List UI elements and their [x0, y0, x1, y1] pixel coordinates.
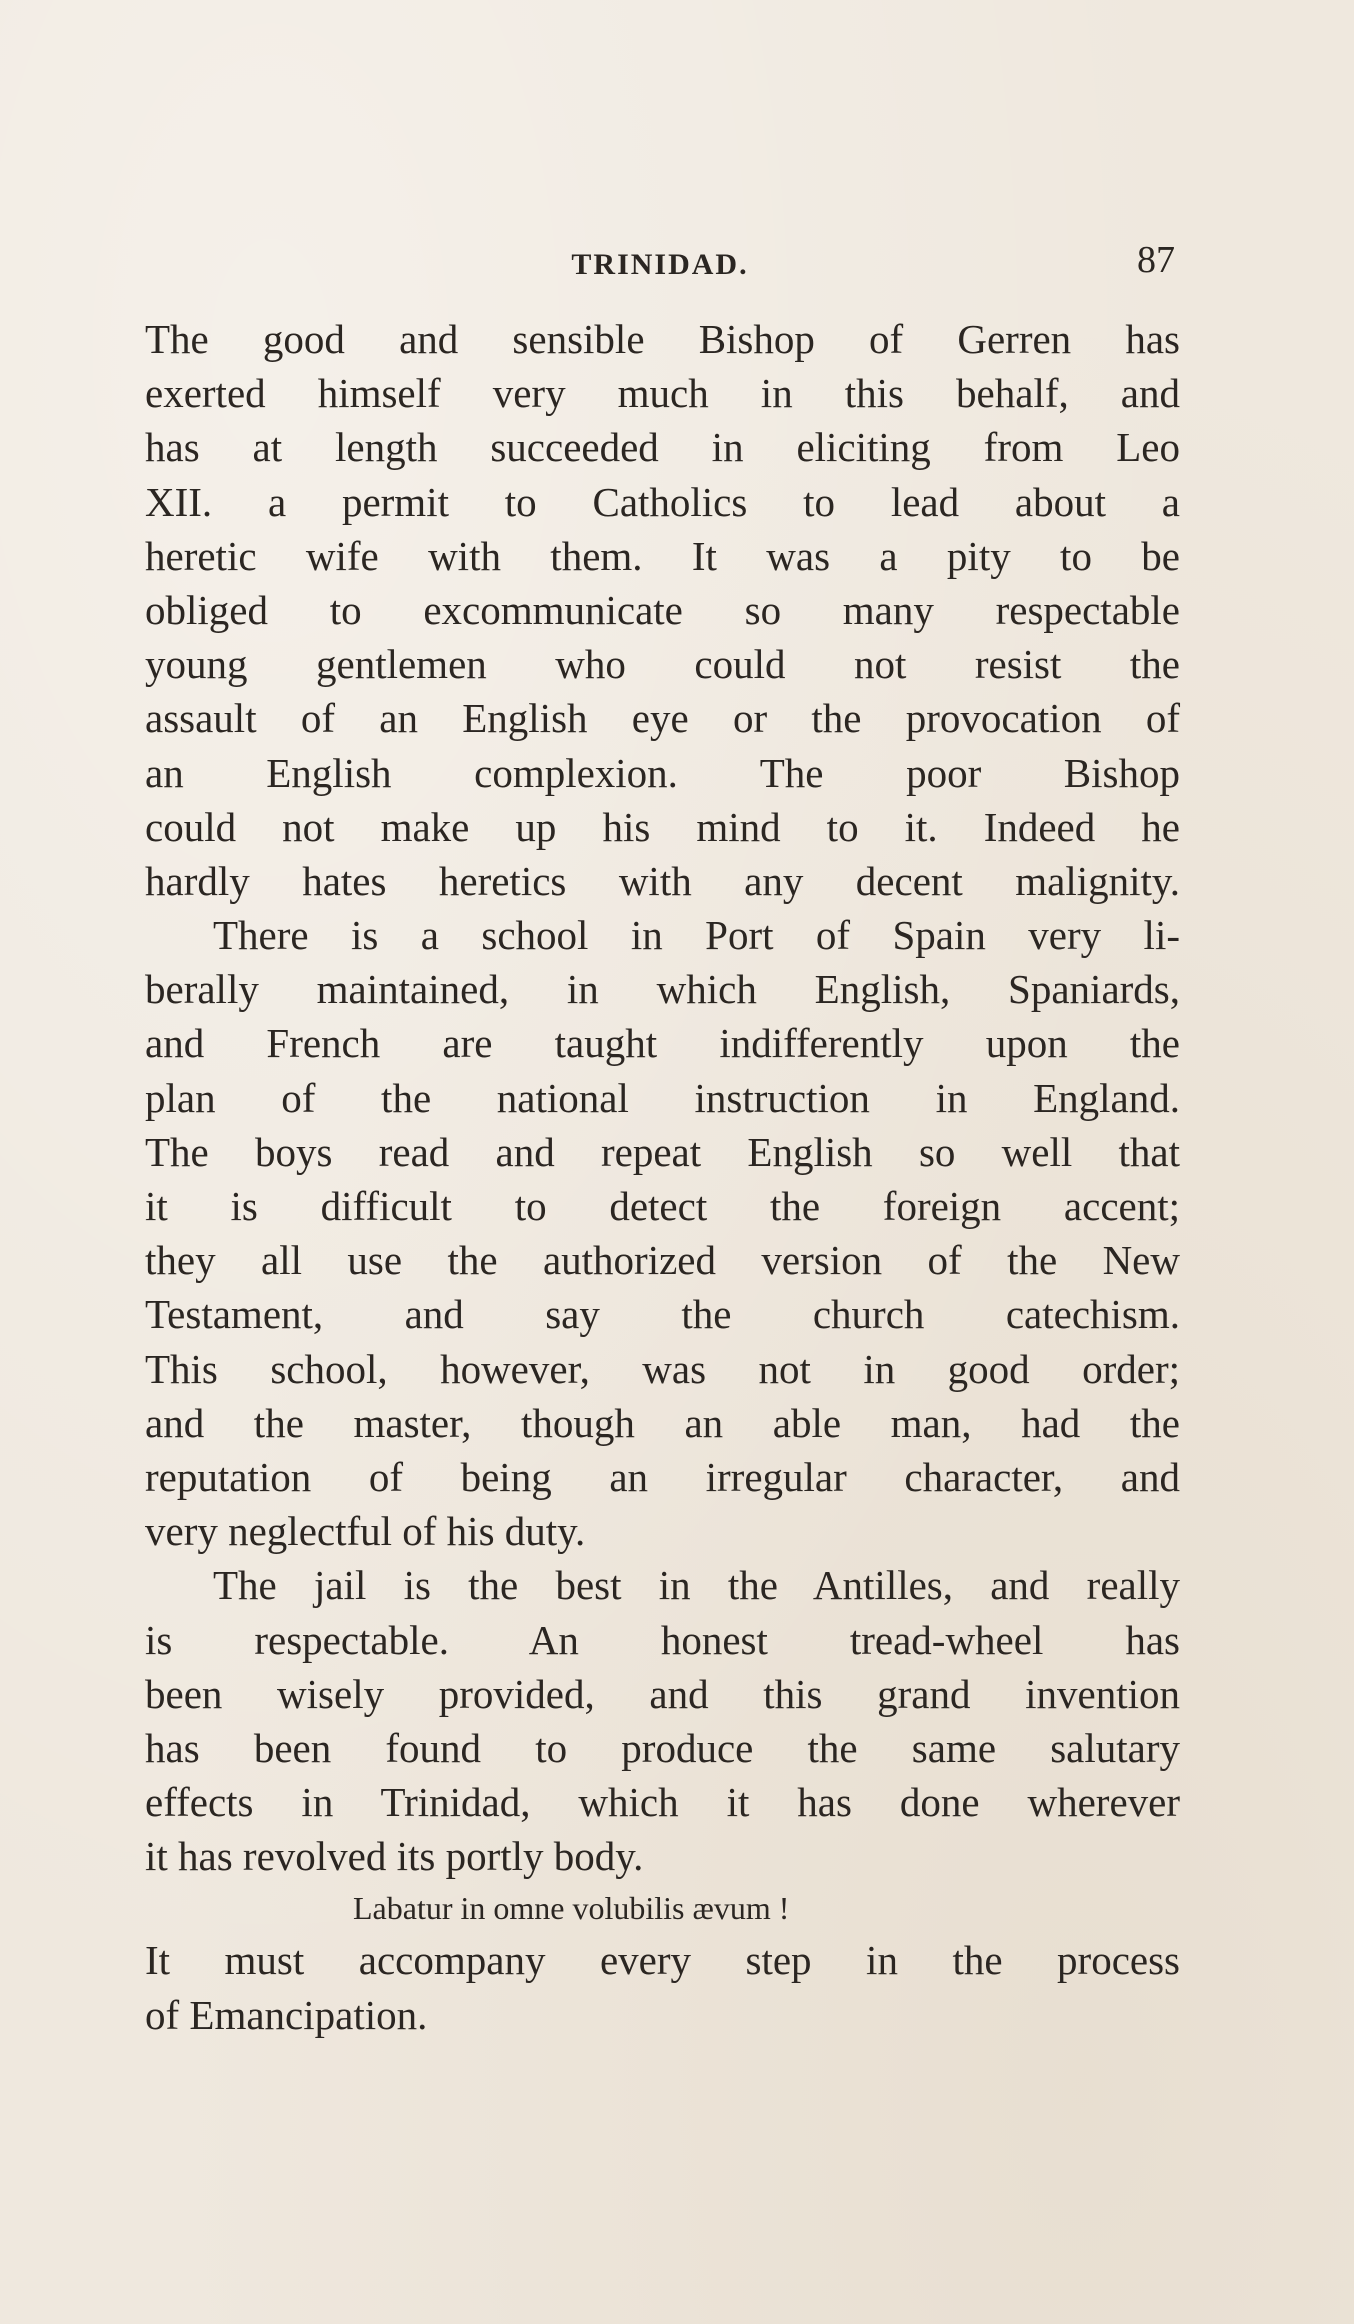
- text-line: The good and sensible Bishop of Gerren has: [145, 316, 1180, 362]
- paragraph-bishop: [145, 312, 1180, 908]
- text-line: assault of an English eye or the provocation of: [145, 695, 1180, 742]
- text-line: an English complexion. The poor Bishop: [145, 749, 1180, 796]
- text-line: obliged to excommunicate so many respectable: [145, 586, 1180, 633]
- text-line: and French are taught indifferently upon the: [145, 1020, 1180, 1067]
- text-line: hardly hates heretics with any decent malignity.: [145, 857, 1180, 904]
- text-line: has at length succeeded in eliciting from Leo: [145, 424, 1180, 471]
- text-line: it is difficult to detect the foreign accent;: [145, 1183, 1180, 1229]
- text-line: is respectable. An honest tread-wheel has: [145, 1616, 1180, 1663]
- text-line: and the master, though an able man, had the: [145, 1399, 1180, 1446]
- text-line: The jail is the best in the Antilles, and really: [213, 1562, 1180, 1609]
- text-line: they all use the authorized version of the New: [145, 1237, 1180, 1284]
- text-line: plan of the national instruction in England.: [145, 1074, 1180, 1121]
- text-line: The boys read and repeat English so well that: [145, 1128, 1180, 1175]
- text-line: heretic wife with them. It was a pity to be: [145, 532, 1180, 579]
- text-line: young gentlemen who could not resist the: [145, 641, 1180, 688]
- text-line: it has revolved its portly body.: [145, 1833, 644, 1880]
- body-text: [145, 312, 1180, 2042]
- text-line: reputation of being an irregular character, and: [145, 1453, 1180, 1500]
- text-line: berally maintained, in which English, Spaniards,: [145, 966, 1180, 1013]
- running-head: [145, 238, 1175, 288]
- running-title: TRINIDAD.: [571, 248, 749, 281]
- paragraph-school: [145, 908, 1180, 1558]
- text-line: could not make up his mind to it. Indeed he: [145, 803, 1180, 850]
- text-line: There is a school in Port of Spain very li-: [213, 912, 1180, 959]
- text-line: Testament, and say the church catechism.: [145, 1291, 1180, 1338]
- text-line: been wisely provided, and this grand invention: [145, 1670, 1180, 1717]
- text-line: It must accompany every step in the process: [145, 1937, 1180, 1984]
- latin-quotation: Labatur in omne volubilis ævum !: [353, 1890, 790, 1927]
- text-line: effects in Trinidad, which it has done wherever: [145, 1779, 1180, 1826]
- text-line: has been found to produce the same salutary: [145, 1724, 1180, 1771]
- text-line: XII. a permit to Catholics to lead about a: [145, 478, 1180, 525]
- page-number: 87: [1137, 239, 1175, 281]
- text-line: This school, however, was not in good order;: [145, 1345, 1180, 1392]
- paragraph-jail: [145, 1558, 1180, 1883]
- text-line: exerted himself very much in this behalf, and: [145, 370, 1180, 417]
- text-line: very neglectful of his duty.: [145, 1508, 586, 1555]
- text-line: of Emancipation.: [145, 1991, 428, 2038]
- paragraph-emancipation: [145, 1933, 1180, 2041]
